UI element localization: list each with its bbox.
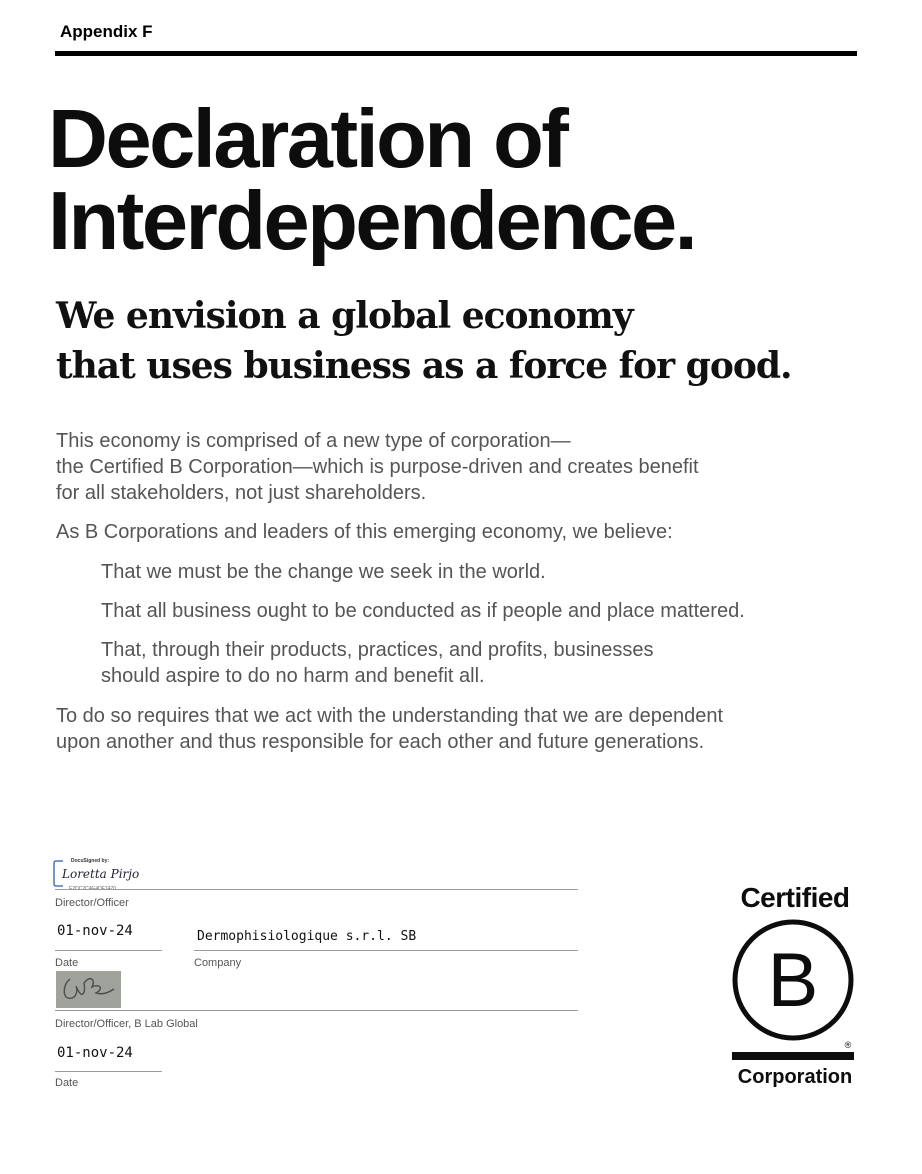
- date-label-2: Date: [55, 1077, 79, 1089]
- company-value: Dermophisiologique s.r.l. SB: [197, 929, 417, 944]
- blab-director-label: Director/Officer, B Lab Global: [55, 1018, 198, 1030]
- intro-paragraph: [56, 428, 699, 506]
- title-line-1: Declaration of: [48, 92, 567, 185]
- appendix-label: Appendix F: [60, 22, 153, 41]
- closing-paragraph: [56, 703, 723, 755]
- blab-signature-line: [55, 1010, 578, 1011]
- belief-line: That, through their products, practices, and profits, businesses: [101, 639, 654, 661]
- logo-b-letter: B: [767, 938, 819, 1023]
- closing-line: To do so requires that we act with the understanding that we are dependent: [56, 705, 724, 727]
- company-label: Company: [194, 957, 242, 969]
- belief-line: should aspire to do no harm and benefit all.: [101, 665, 485, 687]
- company-line: [194, 950, 578, 951]
- closing-line: upon another and thus responsible for each other and future generations.: [56, 731, 705, 753]
- title-line-2: Interdependence.: [48, 174, 696, 267]
- belief-item: [101, 637, 654, 689]
- director-label: Director/Officer: [55, 897, 129, 909]
- docusign-label: DocuSigned by:: [71, 858, 110, 864]
- date-value-2: 01-nov-24: [57, 1045, 133, 1061]
- belief-item: That all business ought to be conducted as if people and place mattered.: [101, 600, 745, 622]
- logo-corporation-text: Corporation: [737, 1066, 853, 1088]
- intro-line: the Certified B Corporation—which is purpose-driven and creates benefit: [56, 456, 699, 478]
- docusign-signature: [53, 856, 143, 896]
- logo-registered-mark: ®: [844, 1040, 852, 1050]
- subtitle: [56, 291, 792, 391]
- date-line-1: [55, 950, 162, 951]
- b-corp-logo: [730, 882, 860, 1092]
- director-signature-line: [55, 889, 578, 890]
- intro-line: This economy is comprised of a new type of corporation—: [56, 430, 571, 452]
- belief-item: That we must be the change we seek in the world.: [101, 561, 546, 583]
- date-line-2: [55, 1071, 162, 1072]
- intro-line: for all stakeholders, not just shareholders.: [56, 482, 427, 504]
- date-label-1: Date: [55, 957, 79, 969]
- page-title: [48, 92, 696, 267]
- blab-signature-image: [56, 971, 121, 1008]
- header-rule: [55, 51, 857, 56]
- date-value-1: 01-nov-24: [57, 923, 133, 939]
- belief-intro: As B Corporations and leaders of this emerging economy, we believe:: [56, 521, 673, 543]
- logo-certified-text: Certified: [740, 882, 850, 913]
- subtitle-line-2: that uses business as a force for good.: [56, 345, 792, 387]
- subtitle-line-1: We envision a global economy: [56, 295, 633, 337]
- signer-name: Loretta Pirjo: [62, 867, 140, 881]
- b-corp-mark-icon: [730, 918, 860, 1068]
- handwritten-signature-icon: [56, 971, 121, 1008]
